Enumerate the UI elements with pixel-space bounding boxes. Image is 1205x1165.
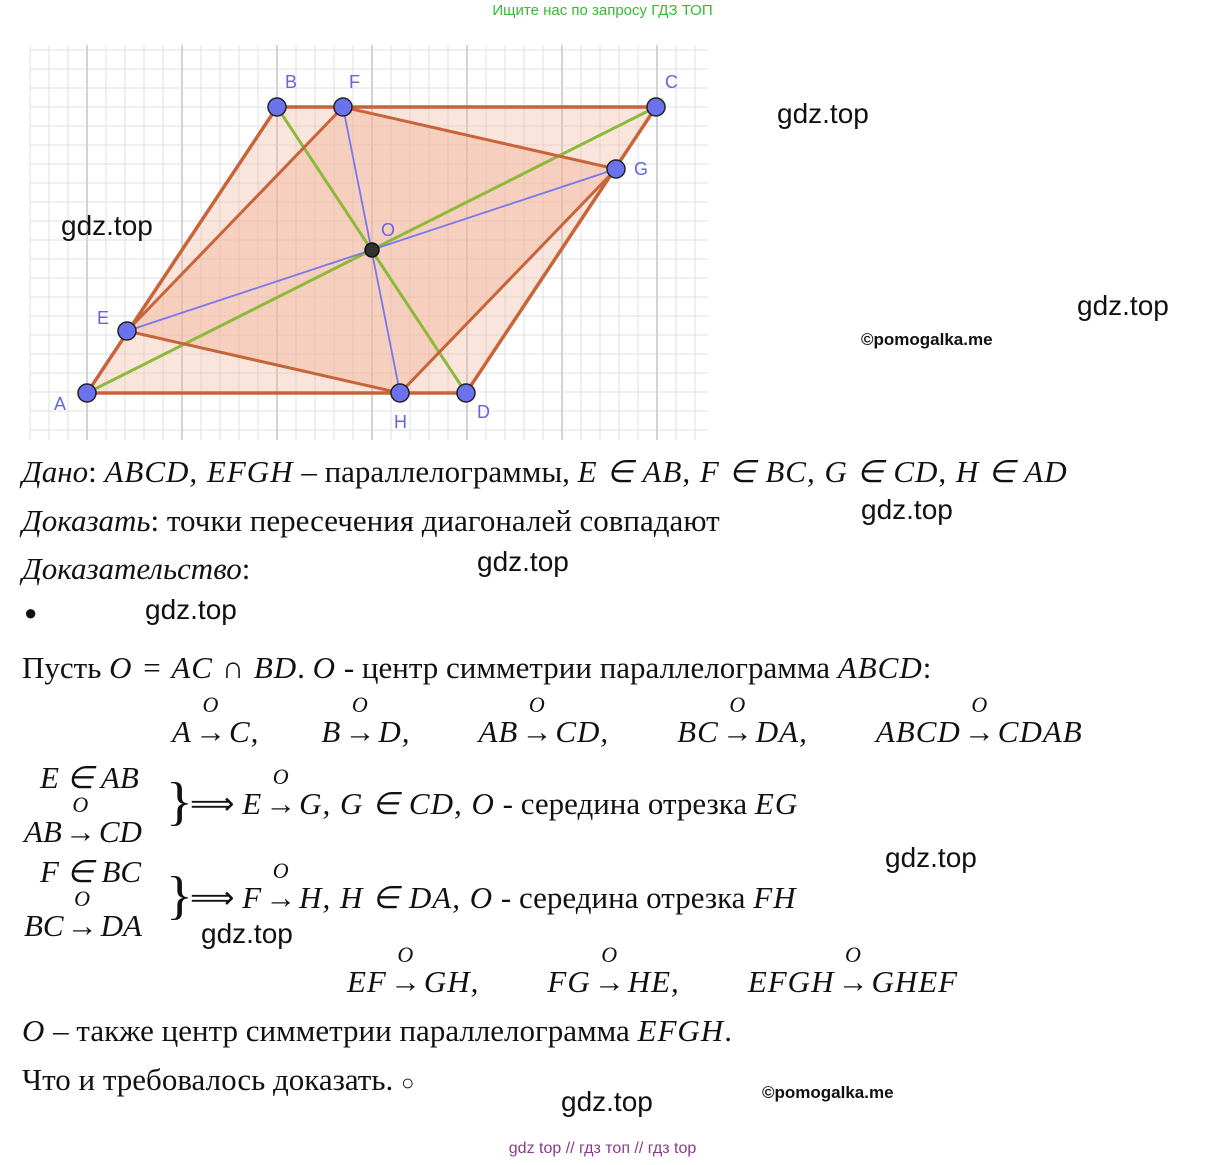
map-item: EFGH O →GHEF	[747, 942, 959, 999]
copyright-mark: ©pomogalka.me	[762, 1083, 894, 1102]
footer-links[interactable]: gdz top // гдз топ // гдз top	[508, 1140, 697, 1157]
prove-line	[22, 503, 720, 539]
label-a: A	[54, 394, 67, 414]
given-math: ABCD, EFGH	[104, 454, 294, 489]
given-line: Дано: ABCD, EFGH – параллелограммы, E ∈ AB, F ∈ BC, G ∈ CD, H ∈ AD	[22, 454, 1068, 489]
proof-label: Доказательство	[22, 551, 242, 586]
label-h: H	[394, 412, 407, 432]
watermark: gdz.top	[201, 918, 293, 949]
brace: }	[166, 772, 193, 832]
copyright-mark: ©pomogalka.me	[861, 330, 993, 349]
brace: }	[166, 866, 193, 926]
point-c	[647, 98, 665, 116]
watermark: gdz.top	[561, 1086, 653, 1117]
point-a	[78, 384, 96, 402]
watermark: gdz.top	[61, 210, 153, 241]
qed-symbol: ○	[401, 1070, 415, 1095]
label-g: G	[634, 159, 649, 179]
label-f: F	[349, 72, 360, 92]
watermark: gdz.top	[885, 842, 977, 873]
label-o: O	[381, 220, 396, 240]
label-b: B	[285, 72, 298, 92]
label-c: C	[665, 72, 678, 92]
bullet: ●	[24, 600, 38, 625]
label-e: E	[97, 308, 110, 328]
map-item: AB O →CD,	[478, 692, 610, 749]
watermark: gdz.top	[861, 494, 953, 525]
point-g	[607, 160, 625, 178]
map-item: FG O →HE,	[547, 942, 680, 999]
let-line: Пусть O = AC ∩ BD. O - центр симметрии параллелограмма ABCD:	[22, 650, 932, 685]
map-item: BC O →DA,	[677, 692, 808, 749]
given-label: Дано	[22, 454, 89, 489]
point-f	[334, 98, 352, 116]
symmetry-maps-2	[347, 942, 959, 1000]
label-d: D	[477, 402, 490, 422]
given-math-2: E ∈ AB, F ∈ BC, G ∈ CD, H ∈ AD	[577, 454, 1068, 489]
prove-label: Доказать	[22, 503, 151, 538]
point-h	[391, 384, 409, 402]
watermark: gdz.top	[1077, 290, 1169, 321]
watermark: gdz.top	[145, 594, 237, 625]
given-text: – параллелограммы,	[293, 454, 578, 489]
map-item: EF O →GH,	[347, 942, 480, 999]
watermark: gdz.top	[477, 546, 569, 577]
point-e	[118, 322, 136, 340]
qed-line: Что и требовалось доказать. ○	[22, 1062, 415, 1097]
also-line: O – также центр симметрии параллелограмма EFGH.	[22, 1013, 732, 1048]
top-banner[interactable]: Ищите нас по запросу ГДЗ ТОП	[492, 2, 713, 19]
map-item: ABCD O →CDAB	[875, 692, 1083, 749]
point-b	[268, 98, 286, 116]
map-item: B O →D,	[321, 692, 411, 749]
proof-line: Доказательство:	[22, 551, 251, 586]
symmetry-maps-1	[172, 692, 1083, 750]
watermark: gdz.top	[777, 98, 869, 129]
prove-text: : точки пересечения диагоналей совпадают	[150, 503, 720, 538]
point-o	[365, 243, 379, 257]
map-item: A O →C,	[172, 692, 260, 749]
point-d	[457, 384, 475, 402]
